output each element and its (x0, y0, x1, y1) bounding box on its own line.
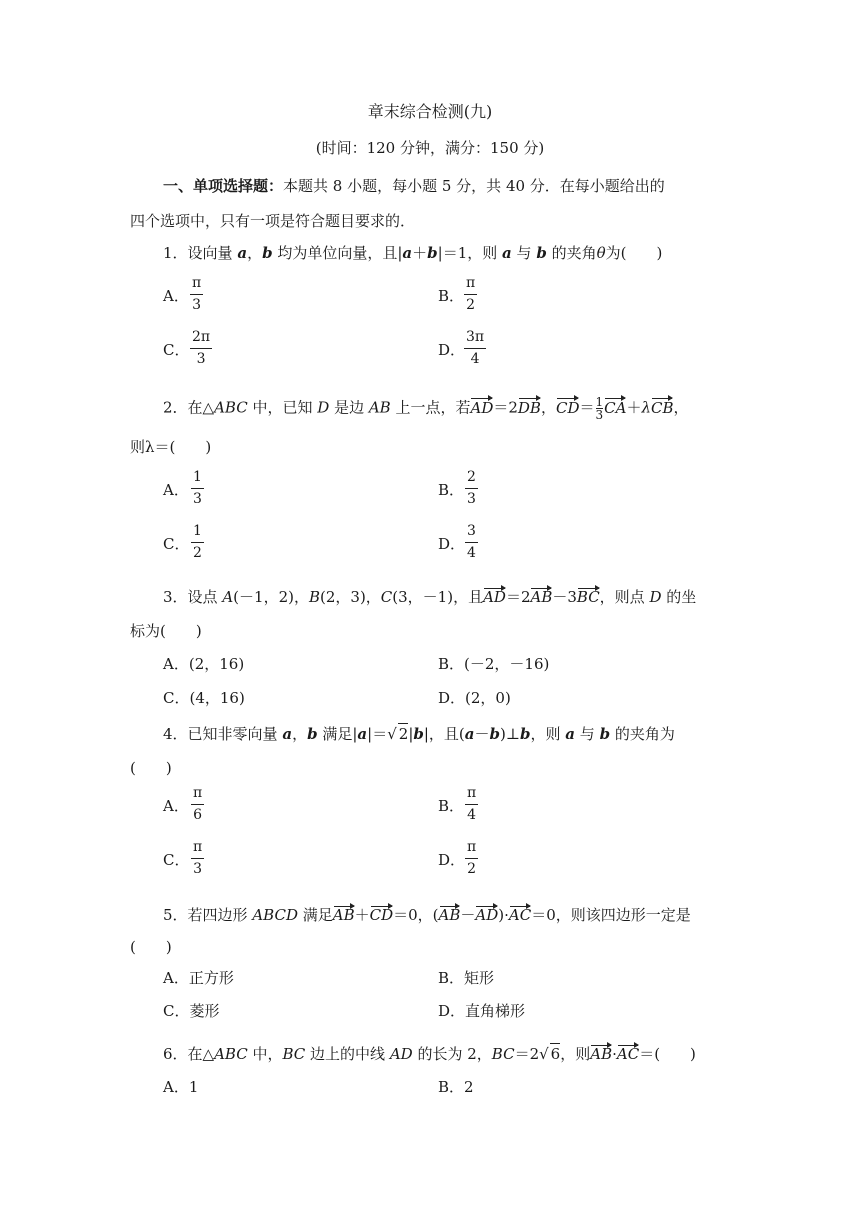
option-b: B．2 (438, 1078, 474, 1096)
question-number: 6． (163, 1045, 188, 1063)
section-intro (163, 176, 665, 196)
option-c: C． (163, 535, 190, 553)
option-a: A．1 (163, 1078, 199, 1096)
page-subtitle: (时间：120 分钟，满分：150 分) (315, 139, 545, 157)
question-3-line2: 标为( ) (130, 622, 202, 640)
option-a: A．(2，16) (163, 655, 245, 673)
question-6-stem: 6．在△ABC 中，BC 边上的中线 AD 的长为 2，BC＝2√ 6，则AB·AC＝( ) (163, 1045, 696, 1063)
option-b: B．矩形 (438, 969, 495, 987)
option-b: B．(－2，－16) (438, 655, 550, 673)
option-a: A． (163, 481, 189, 499)
question-2-line2: 则λ＝( ) (130, 438, 212, 456)
question-number: 1． (163, 244, 188, 262)
option-d: D． (438, 851, 466, 869)
page-title: 章末综合检测(九) (367, 102, 493, 121)
fraction: π 4 (467, 785, 477, 823)
question-number: 3． (163, 588, 188, 606)
fraction: 1 2 (193, 523, 202, 561)
option-c: C． (163, 851, 190, 869)
fraction: π 2 (466, 275, 476, 313)
option-d: D．直角梯形 (438, 1002, 526, 1020)
question-5-line2: ( ) (130, 938, 172, 956)
fraction: 2π 3 (192, 329, 211, 367)
option-c: C．(4，16) (163, 689, 245, 707)
option-b: B． (438, 481, 465, 499)
option-a: A． (163, 797, 189, 815)
option-b: B． (438, 797, 465, 815)
fraction: π 3 (192, 275, 202, 313)
question-1-stem: 1．设向量 a，b 均为单位向量，且|a＋b|＝1，则 a 与 b 的夹角θ为( ) (163, 244, 663, 262)
fraction: 2 3 (467, 469, 476, 507)
fraction: 1 3 (193, 469, 202, 507)
question-2-stem: 2．在△ABC 中，已知 D 是边 AB 上一点，若AD＝2DB，CD＝ $\frac{1}{3}$ CA＋λCB， (163, 395, 689, 422)
question-5-stem: 5．若四边形 ABCD 满足AB＋CD＝0，(AB－AD)·AC＝0，则该四边形一定是 (163, 906, 691, 924)
option-c: C．菱形 (163, 1002, 220, 1020)
fraction: π 6 (193, 785, 203, 823)
section-heading: 一、单项选择题： (163, 177, 284, 195)
option-d: D． (438, 535, 466, 553)
option-a: A．正方形 (163, 969, 234, 987)
option-d: D． (438, 341, 466, 359)
fraction: 3π 4 (466, 329, 485, 367)
question-4-stem: 4．已知非零向量 a，b 满足|a|＝√ 2|b|，且(a－b)⊥b，则 a 与 b 的夹角为 (163, 725, 675, 743)
question-number: 5． (163, 906, 188, 924)
question-3-stem: 3．设点 A(－1，2)，B(2，3)，C(3，－1)，且AD＝2AB－3BC，则点 D 的坐 (163, 588, 697, 606)
section-intro-line2: 四个选项中，只有一项是符合题目要求的． (130, 212, 416, 230)
option-a: A． (163, 287, 189, 305)
section-intro-text: 本题共 8 小题，每小题 5 分，共 40 分．在每小题给出的 (283, 177, 665, 195)
fraction: 3 4 (467, 523, 476, 561)
question-number: 2． (163, 398, 188, 417)
fraction: π 3 (193, 839, 203, 877)
fraction: π 2 (467, 839, 477, 877)
option-d: D．(2，0) (438, 689, 511, 707)
option-c: C． (163, 341, 190, 359)
question-4-line2: ( ) (130, 759, 172, 777)
question-number: 4． (163, 725, 188, 743)
option-b: B． (438, 287, 465, 305)
